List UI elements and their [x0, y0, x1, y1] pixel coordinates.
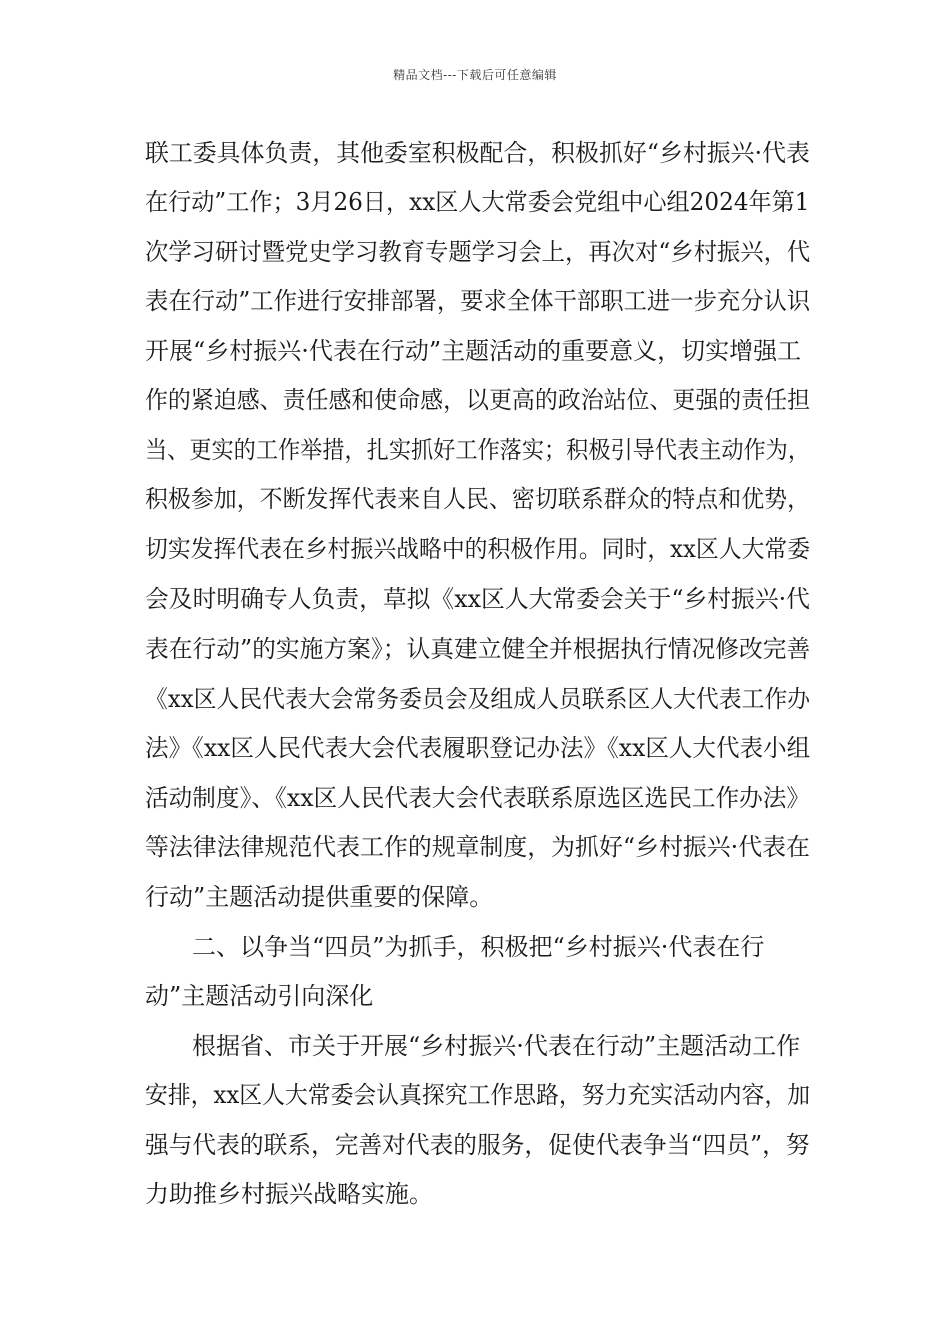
page-header: 精品文档---下载后可任意编辑 [393, 68, 557, 82]
text-line: 会及时明确专人负责，草拟《xx区人大常委会关于“乡村振兴·代 [145, 585, 810, 613]
text-line: 表在行动”工作进行安排部署，要求全体干部职工进一步充分认识 [145, 287, 811, 315]
text-line: 《xx区人民代表大会常务委员会及组成人员联系区人大代表工作办 [145, 685, 811, 713]
text-line: 在行动”工作；3月26日，xx区人大常委会党组中心组2024年第1 [145, 188, 810, 216]
text-line: 开展“乡村振兴·代表在行动”主题活动的重要意义，切实增强工 [145, 337, 802, 365]
text-line: 切实发挥代表在乡村振兴战略中的积极作用。同时，xx区人大常委 [145, 535, 811, 563]
text-line: 行动”主题活动提供重要的保障。 [145, 883, 494, 911]
text-line: 根据省、市关于开展“乡村振兴·代表在行动”主题活动工作 [192, 1032, 801, 1060]
text-line: 次学习研讨暨党史学习教育专题学习会上，再次对“乡村振兴，代 [145, 238, 811, 266]
text-line: 表在行动”的实施方案》；认真建立健全并根据执行情况修改完善 [145, 635, 811, 663]
text-line: 活动制度》、《xx区人民代表大会代表联系原选区选民工作办法》 [145, 784, 811, 812]
text-line: 当、更实的工作举措，扎实抓好工作落实；积极引导代表主动作为， [145, 436, 810, 464]
section-heading: 二、以争当“四员”为抓手，积极把“乡村振兴·代表在行 [192, 933, 765, 961]
text-line: 作的紧迫感、责任感和使命感，以更高的政治站位、更强的责任担 [145, 386, 810, 414]
text-line: 强与代表的联系，完善对代表的服务，促使代表争当“四员”，努 [145, 1131, 810, 1159]
text-line: 联工委具体负责，其他委室积极配合，积极抓好“乡村振兴·代表 [145, 139, 810, 167]
text-line: 积极参加，不断发挥代表来自人民、密切联系群众的特点和优势， [145, 485, 810, 513]
section-heading-cont: 动”主题活动引向深化 [145, 982, 374, 1010]
text-line: 等法律法律规范代表工作的规章制度，为抓好“乡村振兴·代表在 [145, 833, 810, 861]
text-line: 法》《xx区人民代表大会代表履职登记办法》《xx区人大代表小组 [145, 734, 811, 762]
text-line: 安排，xx区人大常委会认真探究工作思路，努力充实活动内容，加 [145, 1081, 811, 1109]
text-line: 力助推乡村振兴战略实施。 [145, 1180, 433, 1208]
